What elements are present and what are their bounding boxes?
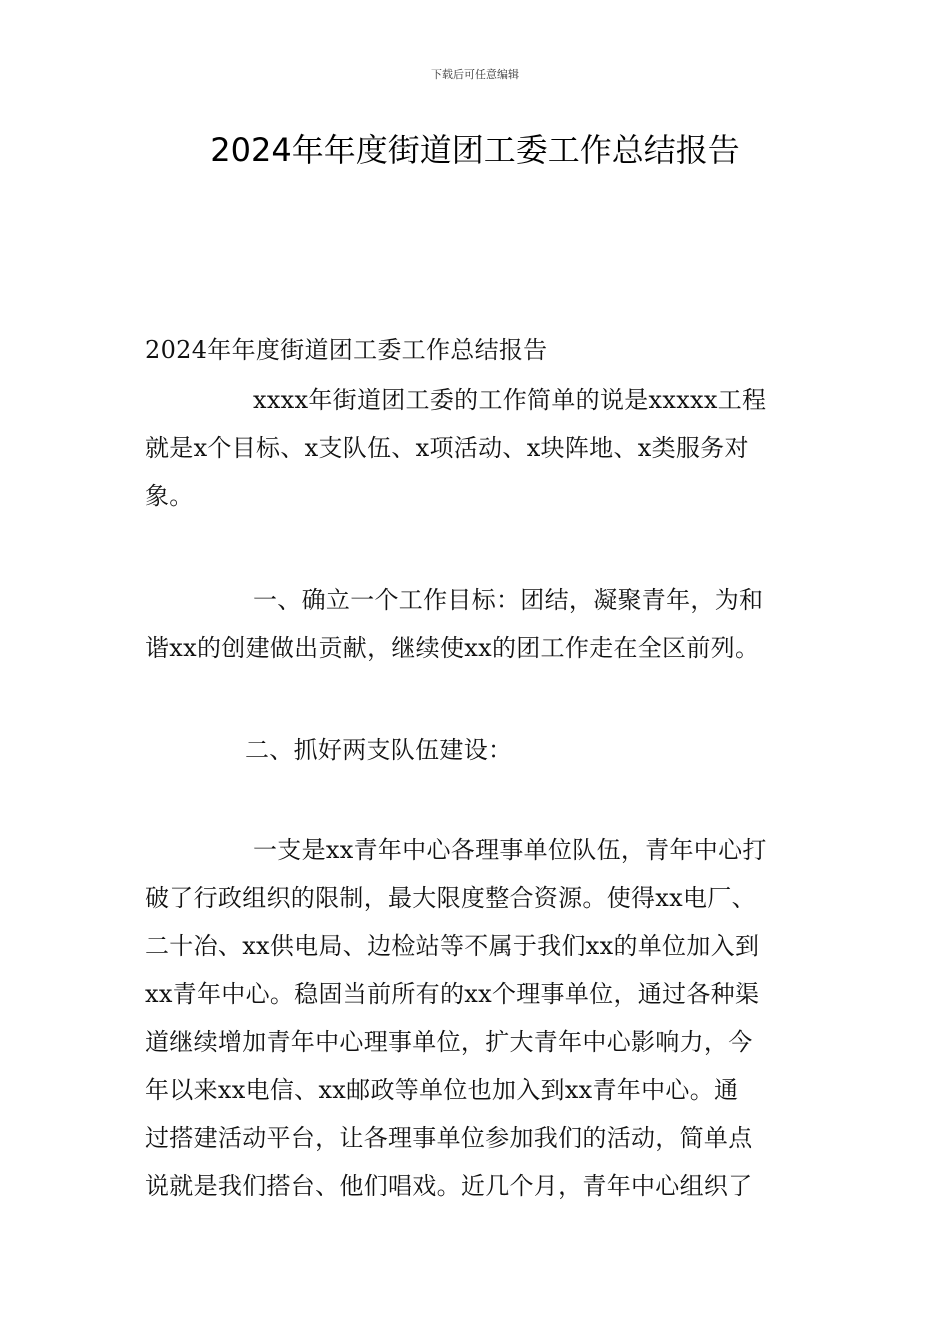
paragraph-2-line-1: 一、确立一个工作目标：团结，凝聚青年，为和 — [253, 586, 764, 614]
header-note: 下载后可任意编辑 — [431, 68, 519, 81]
paragraph-4-line-8: 说就是我们搭台、他们唱戏。近几个月，青年中心组织了 — [145, 1172, 753, 1200]
paragraph-4-line-6: 年以来xx电信、xx邮政等单位也加入到xx青年中心。通 — [145, 1076, 739, 1104]
paragraph-1-line-2: 就是x个目标、x支队伍、x项活动、x块阵地、x类服务对 — [145, 434, 749, 462]
paragraph-1-line-3: 象。 — [145, 482, 194, 510]
paragraph-1-line-1: xxxx年街道团工委的工作简单的说是xxxxx工程 — [253, 386, 767, 414]
paragraph-4-line-2: 破了行政组织的限制，最大限度整合资源。使得xx电厂、 — [145, 884, 756, 912]
paragraph-4-line-5: 道继续增加青年中心理事单位，扩大青年中心影响力，今 — [145, 1028, 753, 1056]
paragraph-4-line-4: xx青年中心。稳固当前所有的xx个理事单位，通过各种渠 — [145, 980, 760, 1008]
paragraph-4-line-1: 一支是xx青年中心各理事单位队伍，青年中心打 — [253, 836, 767, 864]
paragraph-3-line-1: 二、抓好两支队伍建设： — [245, 736, 513, 764]
paragraph-4-line-3: 二十冶、xx供电局、边检站等不属于我们xx的单位加入到 — [145, 932, 760, 960]
paragraph-2-line-2: 谐xx的创建做出贡献，继续使xx的团工作走在全区前列。 — [145, 634, 760, 662]
paragraph-4-line-7: 过搭建活动平台，让各理事单位参加我们的活动，简单点 — [145, 1124, 753, 1152]
document-title: 2024年年度街道团工委工作总结报告 — [210, 131, 740, 169]
body-subtitle: 2024年年度街道团工委工作总结报告 — [145, 336, 548, 364]
